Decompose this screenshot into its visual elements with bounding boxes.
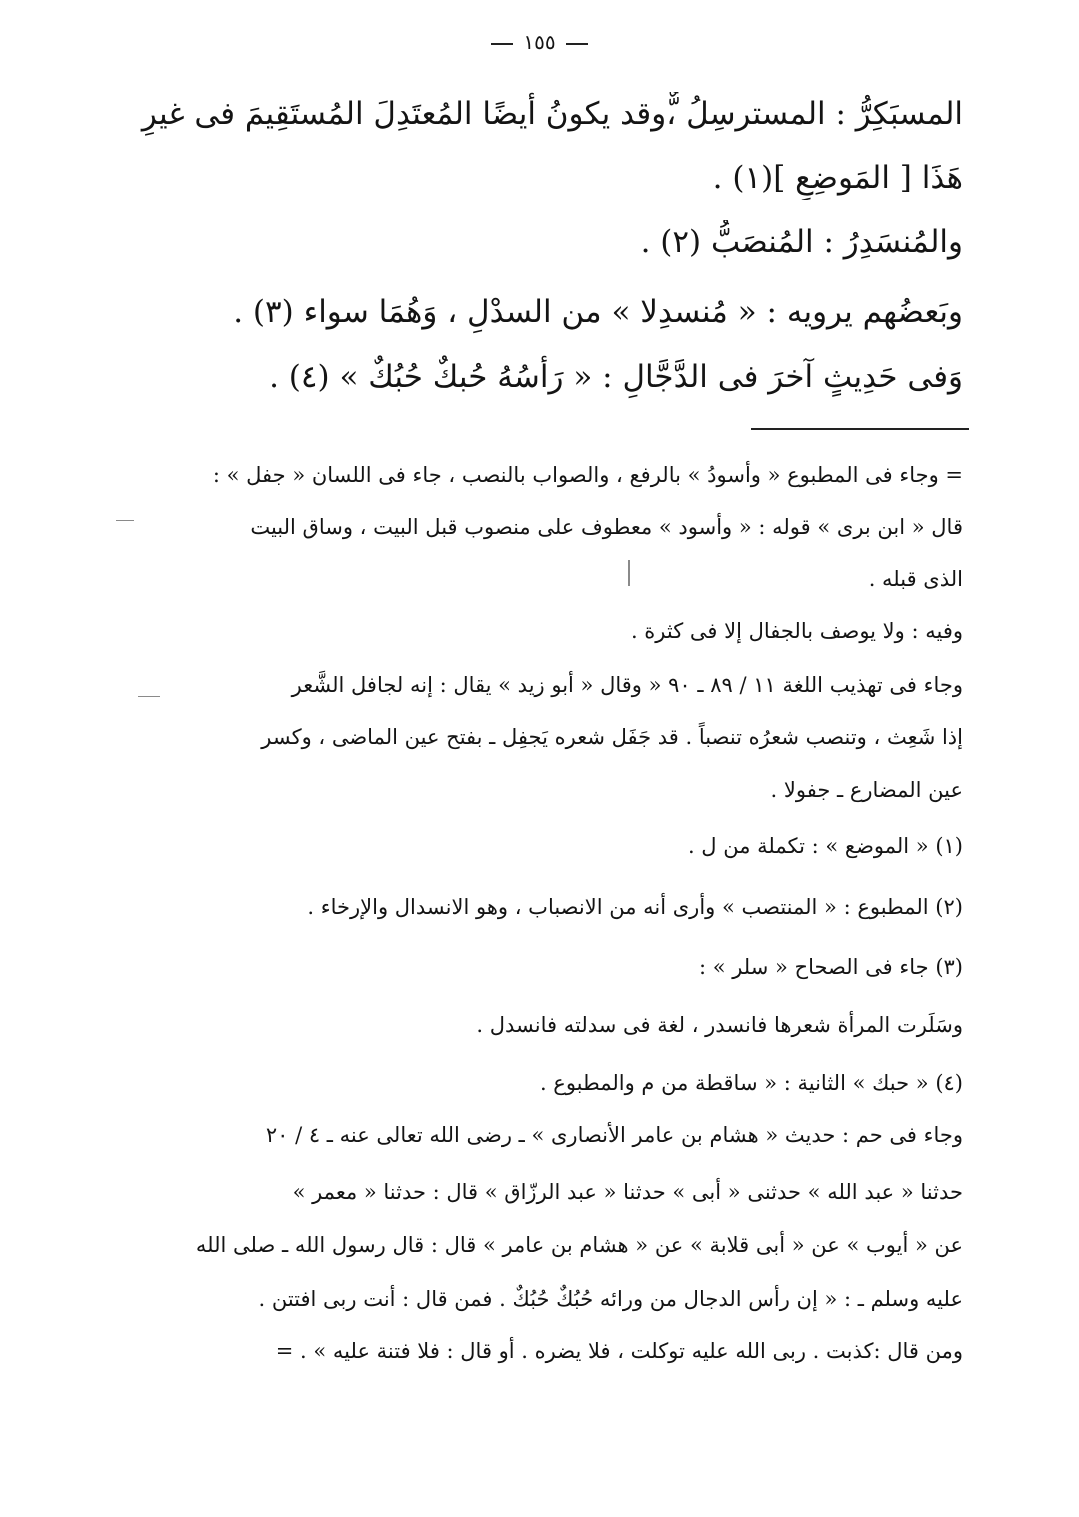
footnote-line: وجاء فى تهذيب اللغة ١١ / ٨٩ ـ ٩٠ « وقال « أبو زيد » يقال : إنه لجافل الشَّعر [291, 673, 963, 697]
footnote-line: قال « ابن برى » قوله : « وأسود » معطوف على منصوب قبل البيت ، وساق البيت [250, 515, 963, 539]
page-number-dash-left [491, 43, 513, 45]
footnote-line: عين المضارع ـ جفولا . [770, 778, 963, 802]
footnote-separator [751, 428, 969, 430]
footnote-line: (٤) « حبك » الثانية : « ساقطة من م والمطبوع . [539, 1071, 963, 1095]
page-number-dash-right [566, 43, 588, 45]
main-line: وبَعضُهم يرويه : « مُنسدِلا » من السدْلِ ، وَهُمَا سواء (٣) . [233, 294, 963, 330]
footnote-line: (٣) جاء فى الصحاح « سلر » : [698, 955, 963, 979]
footnote-line: الذى قبله . [868, 567, 963, 591]
footnote-line: وفيه : ولا يوصف بالجفال إلا فى كثرة . [630, 619, 963, 643]
scan-speck [628, 560, 630, 586]
main-line: هَذَا [ المَوضِعِ ](١) . [712, 160, 963, 196]
main-line: والمُنسَدِرُ : المُنصَبُّ (٢) . [640, 224, 963, 260]
footnote-line: = وجاء فى المطبوع « وأسودُ » بالرفع ، والصواب بالنصب ، جاء فى اللسان « جفل » : [212, 463, 963, 487]
footnote-line: عليه وسلم ـ : « إن رأس الدجال من ورائه حُبُكٌ حُبُكٌ . فمن قال : أنت ربى افتتن . [258, 1287, 963, 1311]
footnote-line: وسَلَرت المرأة شعرها فانسدر ، لغة فى سدلته فانسدل . [476, 1013, 963, 1037]
scan-speck [116, 520, 134, 521]
main-line: المسبَكِرُّ : المسترسِلُ ،ٌّوقد يكونُ أيضًا المُعتَدِلَ المُستَقِيمَ فى غيرِ [141, 96, 963, 132]
footnote-line: ومن قال :كذبت . ربى الله عليه توكلت ، فلا يضره . أو قال : فلا فتنة عليه » . = [275, 1339, 963, 1363]
footnote-line: حدثنا « عبد الله » حدثنى « أبى » حدثنا « عبد الرزّاق » قال : حدثنا « معمر » [292, 1180, 963, 1204]
page-number-text: ١٥٥ [523, 30, 556, 54]
page-number [0, 30, 1079, 54]
footnote-line: إذا شَعِث ، وتنصب شعرُه تنصباً . قد جَفَل شعره يَجفِل ـ بفتح عين الماضى ، وكسر [261, 725, 963, 749]
main-line: وَفى حَدِيثٍ آخرَ فى الدَّجَّالِ : « رَأْسُهُ حُبكٌ حُبُكٌ » (٤) . [269, 359, 963, 395]
footnote-line: عن « أيوب » عن « أبى قلابة » عن « هشام بن عامر » قال : قال رسول الله ـ صلى الله [195, 1233, 963, 1257]
footnote-line: (١) « الموضع » : تكملة من ل . [687, 834, 963, 858]
footnote-line: وجاء فى حم : حديث « هشام بن عامر الأنصارى » ـ رضى الله تعالى عنه ـ ٤ / ٢٠ [265, 1123, 963, 1147]
scan-speck [138, 696, 160, 697]
footnote-line: (٢) المطبوع : « المنتصب » وأرى أنه من الانصباب ، وهو الانسدال والإرخاء . [307, 895, 963, 919]
